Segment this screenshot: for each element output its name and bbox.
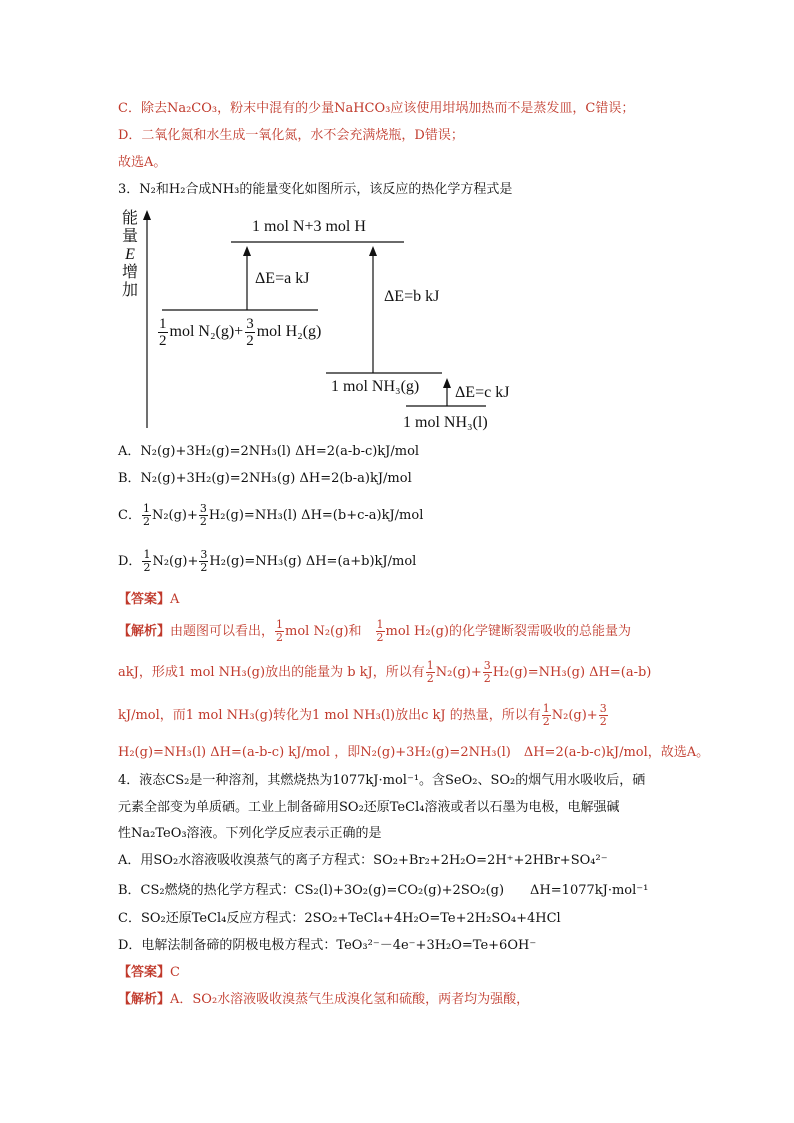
answer-3: 【答案】A (118, 592, 180, 607)
arrow-c-head (443, 378, 451, 388)
y-axis-arrow (143, 210, 151, 220)
delta-e-c-label: ΔE=c kJ (455, 384, 510, 401)
q4-option-d: D．电解法制备碲的阴极电极方程式：TeO₃²⁻－4e⁻+3H₂O=Te+6OH⁻ (118, 938, 537, 953)
analysis-3-line2: akJ，形成1 mol NH₃(g)放出的能量为 b kJ，所以有 $\frac{1}{2}$ N₂(g)+ $\frac{3}{2}$ H₂(g)=NH₃(g) ΔH=(a-b) (118, 659, 652, 685)
q4-option-c: C．SO₂还原TeCl₄反应方程式：2SO₂+TeCl₄+4H₂O=Te+2H₂SO₄+4HCl (118, 911, 561, 926)
question-3-stem: 3．N₂和H₂合成NH₃的能量变化如图所示，该反应的热化学方程式是 (118, 182, 513, 197)
answer-4: 【答案】C (118, 965, 180, 980)
nh3-gas-label: 1 mol NH₃(g) (331, 378, 420, 395)
analysis-3-line3: kJ/mol，而1 mol NH₃(g)转化为1 mol NH₃(l)放出c kJ 的热量，所以有 $\frac{1}{2}$ N₂(g)+ $\frac{3}{2}$ (118, 702, 607, 728)
arrow-b-head (369, 246, 377, 256)
option-c-text: C．除去Na₂CO₃，粉末中混有的少量NaHCO₃应该使用坩埚加热而不是蒸发皿，C错误； (118, 101, 635, 116)
q3-option-b: B．N₂(g)+3H₂(g)=2NH₃(g) ΔH=2(b-a)kJ/mol (118, 471, 412, 486)
analysis-4-line1: 【解析】A．SO₂水溶液吸收溴蒸气生成溴化氢和硫酸，两者均为强酸， (118, 992, 530, 1007)
reactants-label: $\frac{1}{2}$ mol N₂(g)+ $\frac{3}{2}$ mol H₂(g) (159, 316, 322, 349)
q4-option-b: B．CS₂燃烧的热化学方程式：CS₂(l)+3O₂(g)=CO₂(g)+2SO₂(g) ΔH=1077kJ·mol⁻¹ (118, 883, 649, 898)
delta-e-b-label: ΔE=b kJ (384, 288, 440, 305)
question-4-line2: 元素全部变为单质硒。工业上制备碲用SO₂还原TeCl₄溶液或者以石墨为电极，电解强碱 (118, 800, 620, 815)
level-top-label: 1 mol N+3 mol H (252, 218, 366, 235)
arrow-a-head (243, 246, 251, 256)
option-d-text: D．二氧化氮和水生成一氧化氮，水不会充满烧瓶，D错误； (118, 128, 464, 143)
q3-option-d: D． $\frac{1}{2}$ N₂(g)+ $\frac{3}{2}$ H₂(g)=NH₃(g) ΔH=(a+b)kJ/mol (118, 548, 417, 574)
q3-option-c: C． $\frac{1}{2}$ N₂(g)+ $\frac{3}{2}$ H₂(g)=NH₃(l) ΔH=(b+c-a)kJ/mol (118, 502, 424, 528)
q3-option-a: A．N₂(g)+3H₂(g)=2NH₃(l) ΔH=2(a-b-c)kJ/mol (118, 444, 420, 459)
question-4-line3: 性Na₂TeO₃溶液。下列化学反应表示正确的是 (118, 826, 382, 841)
nh3-liquid-label: 1 mol NH₃(l) (403, 414, 488, 431)
q4-option-a: A．用SO₂水溶液吸收溴蒸气的离子方程式：SO₂+Br₂+2H₂O=2H⁺+2HBr+SO₄²⁻ (118, 853, 608, 868)
delta-e-a-label: ΔE=a kJ (255, 270, 310, 287)
analysis-3-line4: H₂(g)=NH₃(l) ΔH=(a-b-c) kJ/mol ，即N₂(g)+3H₂(g)=2NH₃(l) ΔH=2(a-b-c)kJ/mol，故选A。 (118, 745, 710, 760)
y-axis-label: 能 量 E 增 加 (121, 210, 138, 299)
question-4-line1: 4．液态CS₂是一种溶剂，其燃烧热为1077kJ·mol⁻¹。含SeO₂、SO₂的烟气用水吸收后，硒 (118, 773, 646, 788)
analysis-3-line1: 【解析】由题图可以看出， $\frac{1}{2}$ mol N₂(g)和 $\frac{1}{2}$ mol H₂(g)的化学键断裂需吸收的总能量为 (118, 618, 632, 644)
choose-text: 故选A。 (118, 155, 167, 170)
